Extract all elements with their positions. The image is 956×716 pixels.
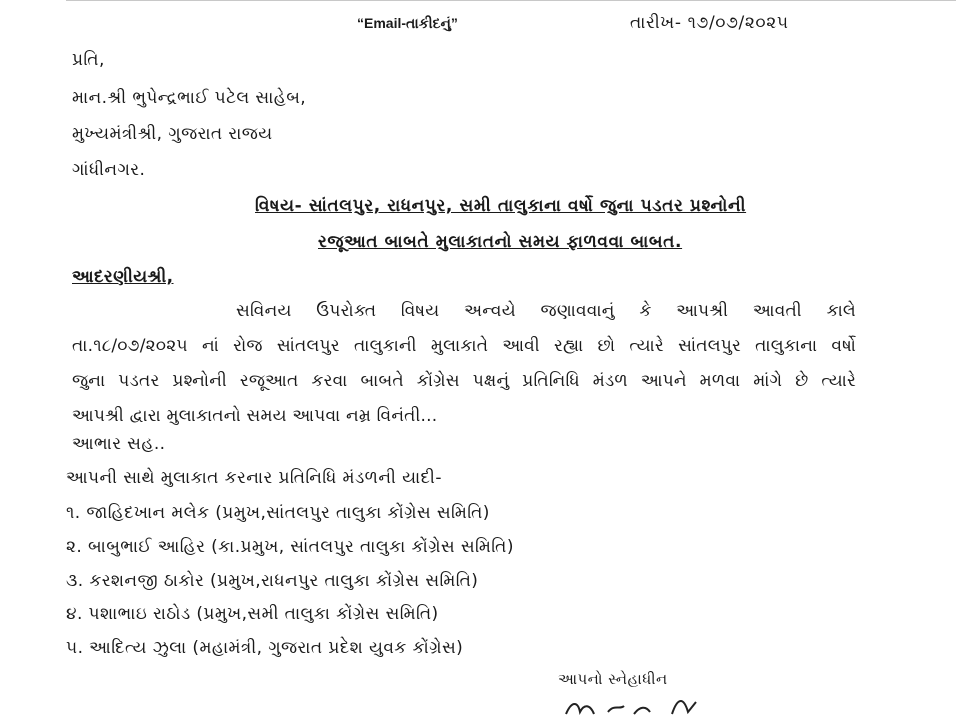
letter-date: તારીખ- ૧૭/૦૭/૨૦૨૫ <box>630 13 789 33</box>
signature-scrawl <box>560 694 710 716</box>
addressee-city: ગાંધીનગર. <box>72 160 146 180</box>
delegation-member: ૫. આદિત્ય ઝુલા (મહામંત્રી, ગુજરાત પ્રદેશ યુવક કોંગ્રેસ) <box>66 638 464 658</box>
closing-thanks: આભાર સહ.. <box>72 434 166 454</box>
delegation-member: ૨. બાબુભાઈ આહિર (કા.પ્રમુખ, સાંતલપુર તાલુકા કોંગ્રેસ સમિતિ) <box>66 537 514 557</box>
page-top-border <box>66 0 956 1</box>
body-line-4: આપશ્રી દ્વારા મુલાકાતનો સમય આપવા નમ્ર વિનંતી... <box>72 406 438 426</box>
signoff-label: આપનો સ્નેહાધીન <box>558 670 668 688</box>
body-line-2: તા.૧૮/૦૭/૨૦૨૫ નાં રોજ સાંતલપુર તાલુકાની મુલાકાતે આવી રહ્યા છો ત્યારે સાંતલપુર તાલુકાના વર્ષો <box>72 336 856 356</box>
body-line-3: જુના પડતર પ્રશ્નોની રજૂઆત કરવા બાબતે કોંગ્રેસ પક્ષનું પ્રતિનિધિ મંડળ આપને મળવા માંગે છે ત્યારે <box>72 371 856 391</box>
delegation-member: ૩. કરશનજી ઠાકોર (પ્રમુખ,રાધનપુર તાલુકા કોંગ્રેસ સમિતિ) <box>66 571 479 591</box>
reference-label: “Email-તાકીદનું” <box>357 15 458 31</box>
addressee-name: માન.શ્રી ભુપેન્દ્રભાઈ પટેલ સાહેબ, <box>72 88 307 108</box>
address-to: પ્રતિ, <box>72 50 105 70</box>
addressee-designation: મુખ્યમંત્રીશ્રી, ગુજરાત રાજય <box>72 124 273 144</box>
subject-line-2: રજૂઆત બાબતે મુલાકાતનો સમય ફાળવવા બાબત. <box>318 232 683 252</box>
subject-line-1: વિષય- સાંતલપુર, રાધનપુર, સમી તાલુકાના વર્ષો જુના પડતર પ્રશ્નોની <box>255 196 747 216</box>
delegation-member: ૧. જાહિદખાન મલેક (પ્રમુખ,સાંતલપુર તાલુકા કોંગ્રેસ સમિતિ) <box>66 503 490 523</box>
body-paragraph <box>72 294 856 434</box>
salutation: આદરણીયશ્રી, <box>72 267 174 287</box>
delegation-heading: આપની સાથે મુલાકાત કરનાર પ્રતિનિધિ મંડળની યાદી- <box>66 468 442 488</box>
body-line-1: સવિનય ઉપરોક્ત વિષય અન્વયે જણાવવાનું કે આપશ્રી આવતી કાલે <box>236 301 856 321</box>
delegation-member: ૪. પશાભાઇ રાઠોડ (પ્રમુખ,સમી તાલુકા કોંગ્રેસ સમિતિ) <box>66 604 439 624</box>
